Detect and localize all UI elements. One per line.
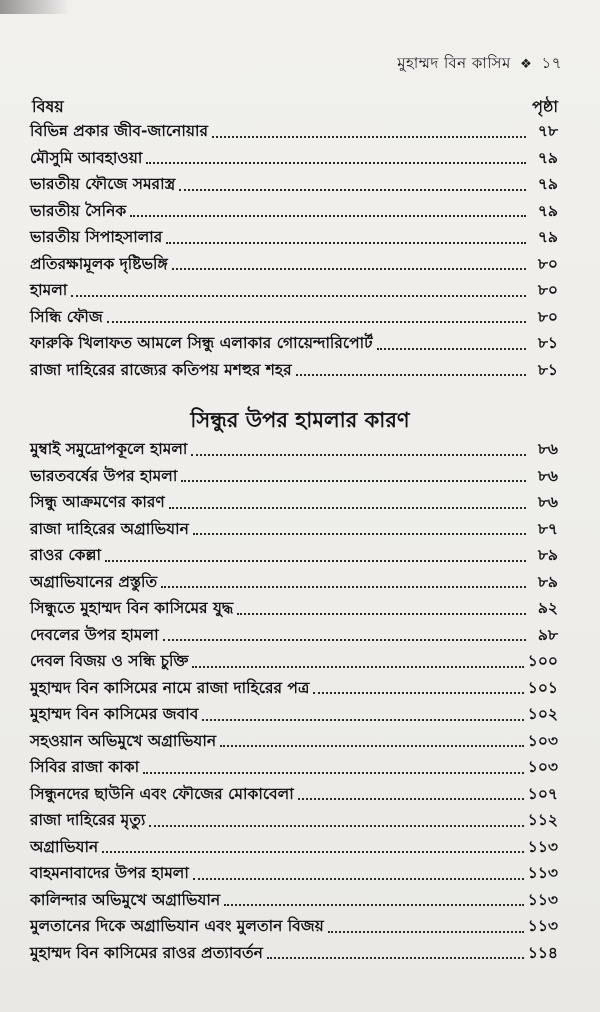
toc-entry-page: ৮০	[537, 307, 558, 326]
subject-column-label: বিষয়	[32, 97, 64, 116]
toc-entry-title: অগ্রাভিযান	[30, 837, 99, 856]
toc-entry-page: ৭৯	[537, 228, 558, 246]
toc-entry-page: ৭৯	[537, 201, 558, 220]
dot-leader	[181, 480, 526, 482]
page-column-label: পৃষ্ঠা	[532, 97, 558, 116]
running-title: মুহাম্মদ বিন কাসিম	[397, 54, 511, 72]
dot-leader	[193, 878, 524, 880]
toc-entry-title: সিন্ধুনদের ছাউনি এবং ফৌজের মোকাবেলা	[30, 784, 294, 803]
dot-leader	[377, 348, 526, 350]
toc-entry-title: মুহাম্মদ বিন কাসিমের জবাব	[30, 705, 199, 723]
toc-entry	[30, 701, 558, 728]
dot-leader	[163, 639, 526, 641]
dot-leader	[107, 321, 526, 323]
toc-entry	[30, 781, 558, 808]
dot-leader	[298, 798, 524, 800]
dot-leader	[193, 533, 526, 535]
toc-entry-page: ৮০	[537, 281, 558, 299]
toc-entry-title: মুম্বাই সমুদ্রোপকূলে হামলা	[30, 440, 188, 458]
dot-leader	[220, 745, 524, 747]
toc-entry	[30, 622, 558, 649]
dot-leader	[130, 215, 526, 217]
toc-entry-page: ৭৯	[537, 148, 558, 167]
toc-entry-title: মুহাম্মদ বিন কাসিমের নামে রাজা দাহিরের পত্র	[30, 678, 310, 697]
toc-entry	[30, 357, 558, 384]
toc-entry-page: ৮৬	[537, 466, 558, 485]
toc-entry-page: ১১৩	[527, 864, 558, 882]
toc-entry	[30, 807, 558, 834]
dot-leader	[161, 586, 526, 588]
toc-entry-title: কালিন্দার অভিমুখে অগ্রাভিযান	[30, 890, 221, 909]
toc-entry-title: ভারতীয় সিপাহসালার	[30, 228, 163, 246]
toc-entry	[30, 224, 558, 251]
toc-entry	[30, 251, 558, 278]
dot-leader	[224, 904, 524, 906]
page-number: ১৭	[541, 54, 562, 72]
toc-entry	[30, 887, 558, 914]
dot-leader	[179, 189, 526, 191]
toc-entry	[30, 569, 558, 596]
toc-entry-title: মৌসুমি আবহাওয়া	[30, 148, 143, 167]
toc-entry	[30, 834, 558, 861]
toc-entry-title: ভারতীয় সৈনিক	[30, 201, 127, 220]
toc-entry-title: রাওর কেল্লা	[30, 546, 102, 564]
toc-entry-page: ১০৭	[527, 784, 558, 803]
toc-entry-page: ১০১	[527, 678, 558, 697]
toc-entry-page: ৮১	[537, 360, 558, 379]
toc-entry-title: রাজা দাহিরের রাজ্যের কতিপয় মশহুর শহর	[30, 360, 292, 379]
dot-leader	[102, 851, 524, 853]
toc-entry	[30, 304, 558, 331]
toc-entry-page: ৮৬	[537, 440, 558, 458]
toc-entry	[30, 489, 558, 516]
toc-entry-page: ৯২	[537, 599, 558, 617]
toc-entry-title: মুহাম্মদ বিন কাসিমের রাওর প্রত্যাবর্তন	[30, 943, 263, 962]
dot-leader	[172, 268, 526, 270]
toc-entry	[30, 145, 558, 172]
toc-entry-title: সিন্ধি ফৌজ	[30, 307, 103, 326]
toc-entry-page: ১০২	[527, 705, 558, 723]
toc-entry	[30, 330, 558, 357]
dot-leader	[313, 692, 523, 694]
toc-entry-title: হামলা	[30, 281, 68, 299]
toc-entry	[30, 542, 558, 569]
toc-entry-title: রাজা দাহিরের মৃত্যু	[30, 811, 146, 829]
dot-leader	[202, 719, 523, 721]
toc-entry-title: দেবলের উপর হামলা	[30, 625, 159, 644]
toc-entry-title: সিন্ধুতে মুহাম্মদ বিন কাসিমের যুদ্ধ	[30, 599, 234, 617]
toc-entry-page: ৭৮	[537, 122, 558, 140]
toc-entry	[30, 648, 558, 675]
dot-leader	[191, 454, 526, 456]
toc-entry-title: ফারুকি খিলাফত আমলে সিন্ধু এলাকার গোয়েন্দারিপোর্ট	[30, 334, 373, 352]
toc-entry	[30, 940, 558, 967]
toc-entry-page: ৮৯	[537, 546, 558, 564]
toc-entry-title: দেবল বিজয় ও সন্ধি চুক্তি	[30, 652, 189, 670]
toc-entry-page: ৯৮	[537, 625, 558, 644]
toc-entry	[30, 463, 558, 490]
toc-entry-title: অগ্রাভিযানের প্রস্তুতি	[30, 572, 158, 591]
toc-list-top	[30, 118, 558, 383]
toc-entry	[30, 913, 558, 940]
column-headers	[30, 94, 558, 118]
toc-entry	[30, 860, 558, 887]
toc-entry-page: ১০০	[527, 652, 558, 670]
toc-entry-title: ভারতবর্ষের উপর হামলা	[30, 466, 178, 485]
toc-entry	[30, 277, 558, 304]
toc-entry-title: সিন্ধু আক্রমণের কারণ	[30, 493, 165, 511]
dot-leader	[71, 295, 526, 297]
toc-entry-page: ৮৭	[537, 519, 558, 538]
toc-entry	[30, 436, 558, 463]
page-corner-shadow	[0, 0, 70, 14]
toc-entry-page: ৭৯	[537, 175, 558, 193]
running-header	[397, 52, 562, 77]
toc-entry-title: ভারতীয় ফৌজে সমরাস্ত্র	[30, 175, 176, 193]
dot-leader	[169, 507, 526, 509]
toc-entry-page: ১১৩	[527, 837, 558, 856]
dot-leader	[328, 931, 524, 933]
dot-leader	[146, 162, 526, 164]
toc-entry	[30, 516, 558, 543]
toc-entry-page: ১১৩	[527, 917, 558, 935]
toc-entry-page: ১১২	[527, 811, 558, 829]
toc-entry	[30, 754, 558, 781]
dot-leader	[296, 374, 526, 376]
toc-list-section	[30, 436, 558, 966]
dot-leader	[166, 242, 526, 244]
toc-entry-page: ১১৩	[527, 890, 558, 909]
toc-entry-page: ৮১	[537, 334, 558, 352]
toc-entry-title: সহওয়ান অভিমুখে অগ্রাভিযান	[30, 731, 217, 750]
toc-entry-title: সিবির রাজা কাকা	[30, 758, 140, 776]
toc-entry-page: ৮০	[537, 254, 558, 273]
toc-entry-title: বাহমনাবাদের উপর হামলা	[30, 864, 189, 882]
section-heading: সিন্ধুর উপর হামলার কারণ	[190, 408, 410, 432]
toc-entry	[30, 675, 558, 702]
toc-entry	[30, 198, 558, 225]
dot-leader	[237, 613, 526, 615]
dot-leader	[212, 136, 526, 138]
toc-entry-title: বিভিন্ন প্রকার জীব-জানোয়ার	[30, 122, 208, 140]
toc-entry-page: ১১৪	[527, 943, 558, 962]
toc-entry-page: ১০৩	[527, 731, 558, 750]
toc-entry	[30, 728, 558, 755]
dot-leader	[149, 825, 523, 827]
toc-entry-page: ১০৩	[527, 758, 558, 776]
dot-leader	[105, 560, 526, 562]
toc-entry	[30, 595, 558, 622]
toc-entry-page: ৮৯	[537, 572, 558, 591]
dot-leader	[267, 957, 524, 959]
toc-entry-title: মুলতানের দিকে অগ্রাভিযান এবং মুলতান বিজয়	[30, 917, 324, 935]
ornament-icon: ❖	[520, 57, 533, 72]
toc-entry-title: প্রতিরক্ষামূলক দৃষ্টিভঙ্গি	[30, 254, 168, 273]
dot-leader	[143, 772, 524, 774]
toc-entry	[30, 171, 558, 198]
toc-entry-page: ৮৬	[537, 493, 558, 511]
dot-leader	[192, 666, 523, 668]
toc-entry-title: রাজা দাহিরের অগ্রাভিযান	[30, 519, 189, 538]
toc-entry	[30, 118, 558, 145]
